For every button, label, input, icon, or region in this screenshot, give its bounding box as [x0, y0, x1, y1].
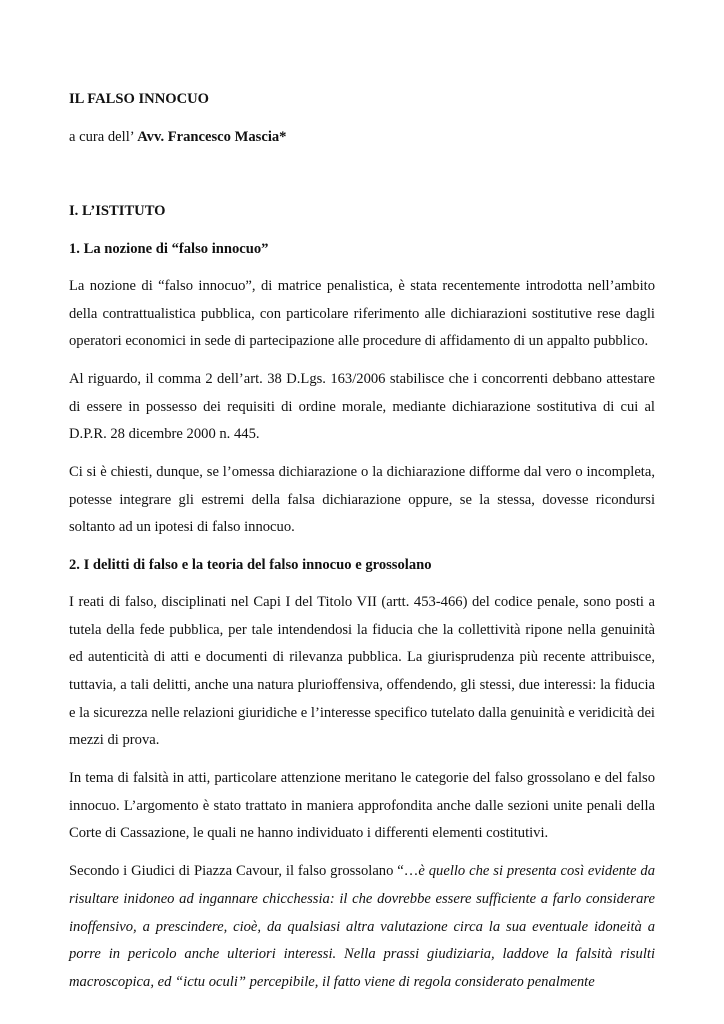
quote-text: è quello che si presenta così evidente da risultare inidoneo ad ingannare chicchessia: il che dovrebbe essere sufficiente a farlo considerare inoffensivo, a prescindere, cioè, da qualsiasi altra valutazione circa la sua eventuale idoneità a porre in pericolo anche ulteriori interessi. Nella prassi giudiziaria, laddove la falsità risulti macroscopica, ed “ictu oculi” percepibile, il fatto viene di regola considerato penalmente	[69, 863, 655, 990]
quote-intro: Secondo i Giudici di Piazza Cavour, il falso grossolano “…	[69, 863, 419, 880]
paragraph: Al riguardo, il comma 2 dell’art. 38 D.Lgs. 163/2006 stabilisce che i concorrenti debbano attestare di essere in possesso dei requisiti di ordine morale, mediante dichiarazione sostitutiva di cui al D.P.R. 28 dicembre 2000 n. 445.	[69, 370, 655, 443]
paragraph: I reati di falso, disciplinati nel Capi I del Titolo VII (artt. 453-466) del codice penale, sono posti a tutela della fede pubblica, per tale intendendosi la fiducia che la collettività ripone nella genuinità ed autenticità di atti e documenti di rilevanza pubblica. La giurisprudenza più recente attribuisce, tuttavia, a tali delitti, anche una natura plurioffensiva, offendendo, gli stessi, due interessi: la fiducia e la sicurezza nelle relazioni giuridiche e l’interesse specifico tutelato dalla genuinità e veridicità dei mezzi di prova.	[69, 593, 655, 749]
author-prefix: a cura dell’	[69, 128, 138, 145]
paragraph-quote	[69, 858, 655, 997]
paragraph: La nozione di “falso innocuo”, di matrice penalistica, è stata recentemente introdotta nell’ambito della contrattualistica pubblica, con particolare riferimento alle dichiarazioni sostitutive rese dagli operatori economici in sede di partecipazione alle procedure di affidamento di un appalto pubblico.	[69, 277, 655, 350]
document-title: IL FALSO INNOCUO	[69, 91, 210, 107]
subsection-heading-nozione: 1. La nozione di “falso innocuo”	[69, 241, 269, 258]
paragraph: In tema di falsità in atti, particolare attenzione meritano le categorie del falso grossolano e del falso innocuo. L’argomento è stato trattato in maniera approfondita anche dalle sezioni unite penali della Corte di Cassazione, le quali ne hanno individuato i differenti elementi costitutivi.	[69, 770, 655, 842]
paragraph: Ci si è chiesti, dunque, se l’omessa dichiarazione o la dichiarazione difforme dal vero o incompleta, potesse integrare gli estremi della falsa dichiarazione oppure, se la stessa, dovesse ricondursi soltanto ad un ipotesi di falso innocuo.	[69, 464, 655, 536]
author-line	[69, 124, 655, 152]
document-page	[69, 86, 655, 1007]
subsection-heading-delitti: 2. I delitti di falso e la teoria del falso innocuo e grossolano	[69, 557, 432, 574]
author-name: Avv. Francesco Mascia*	[137, 128, 287, 145]
section-heading-istituto: I. L’ISTITUTO	[69, 203, 166, 220]
